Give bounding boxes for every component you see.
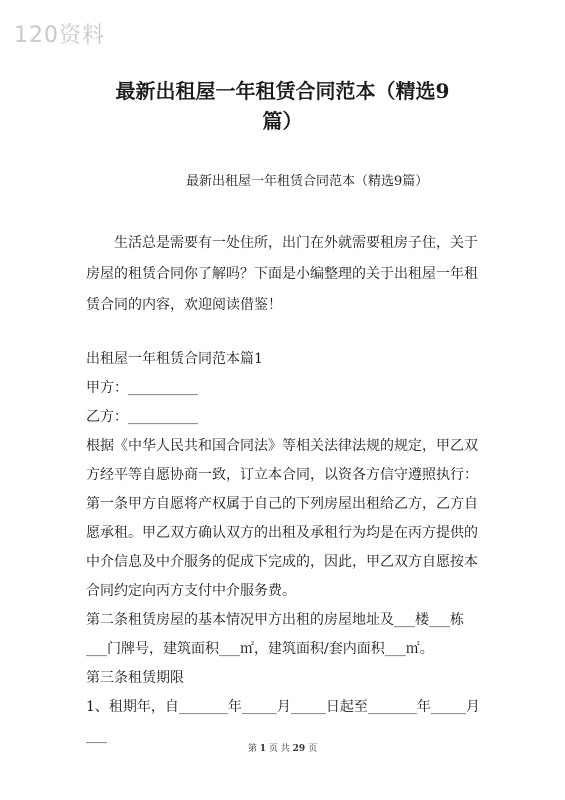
page-footer xyxy=(0,741,565,754)
document-subtitle: 最新出租屋一年租赁合同范本（精选9篇） xyxy=(186,174,429,189)
footer-suffix: 页 xyxy=(308,744,318,754)
section-heading: 出租屋一年租赁合同范本篇1 xyxy=(86,351,263,367)
article-2-paragraph: 第二条租赁房屋的基本情况甲方出租的房屋地址及___楼___栋___门牌号，建筑面积___㎡，建筑面积/套内面积___㎡。 xyxy=(86,612,464,657)
footer-prefix: 第 xyxy=(247,744,257,754)
watermark: 120资料 xyxy=(14,23,105,48)
document-title xyxy=(90,76,475,136)
total-page-count: 29 xyxy=(292,744,306,754)
party-a-line: 甲方：__________ xyxy=(86,380,198,396)
article-3-heading: 第三条租赁期限 xyxy=(86,670,184,686)
lease-term-line: 1、租期年，自_______年_____月_____日起至_______年_____月___ xyxy=(86,699,480,744)
title-line-2: 篇） xyxy=(262,109,303,133)
title-line-1: 最新出租屋一年租赁合同范本（精选9 xyxy=(115,79,450,103)
article-1-paragraph: 第一条甲方自愿将产权属于自己的下列房屋出租给乙方，乙方自愿承租。甲乙双方确认双方的出租及承租行为均是在丙方提供的中介信息及中介服务的促成下完成的，因此，甲乙双方自愿按本合同约定向丙方支付中介服务费。 xyxy=(86,496,478,599)
party-b-line: 乙方：__________ xyxy=(86,409,198,425)
intro-section xyxy=(86,228,482,321)
current-page-number: 1 xyxy=(259,744,267,754)
preamble-paragraph: 根据《中华人民共和国合同法》等相关法律法规的规定，甲乙双方经平等自愿协商一致，订立本合同，以资各方信守遵照执行： xyxy=(86,438,478,483)
intro-paragraph: 生活总是需要有一处住所，出门在外就需要租房子住，关于房屋的租赁合同你了解吗？下面是小编整理的关于出租屋一年租赁合同的内容，欢迎阅读借鉴！ xyxy=(86,235,478,313)
footer-middle: 页 共 xyxy=(268,744,290,754)
contract-body xyxy=(86,345,484,751)
